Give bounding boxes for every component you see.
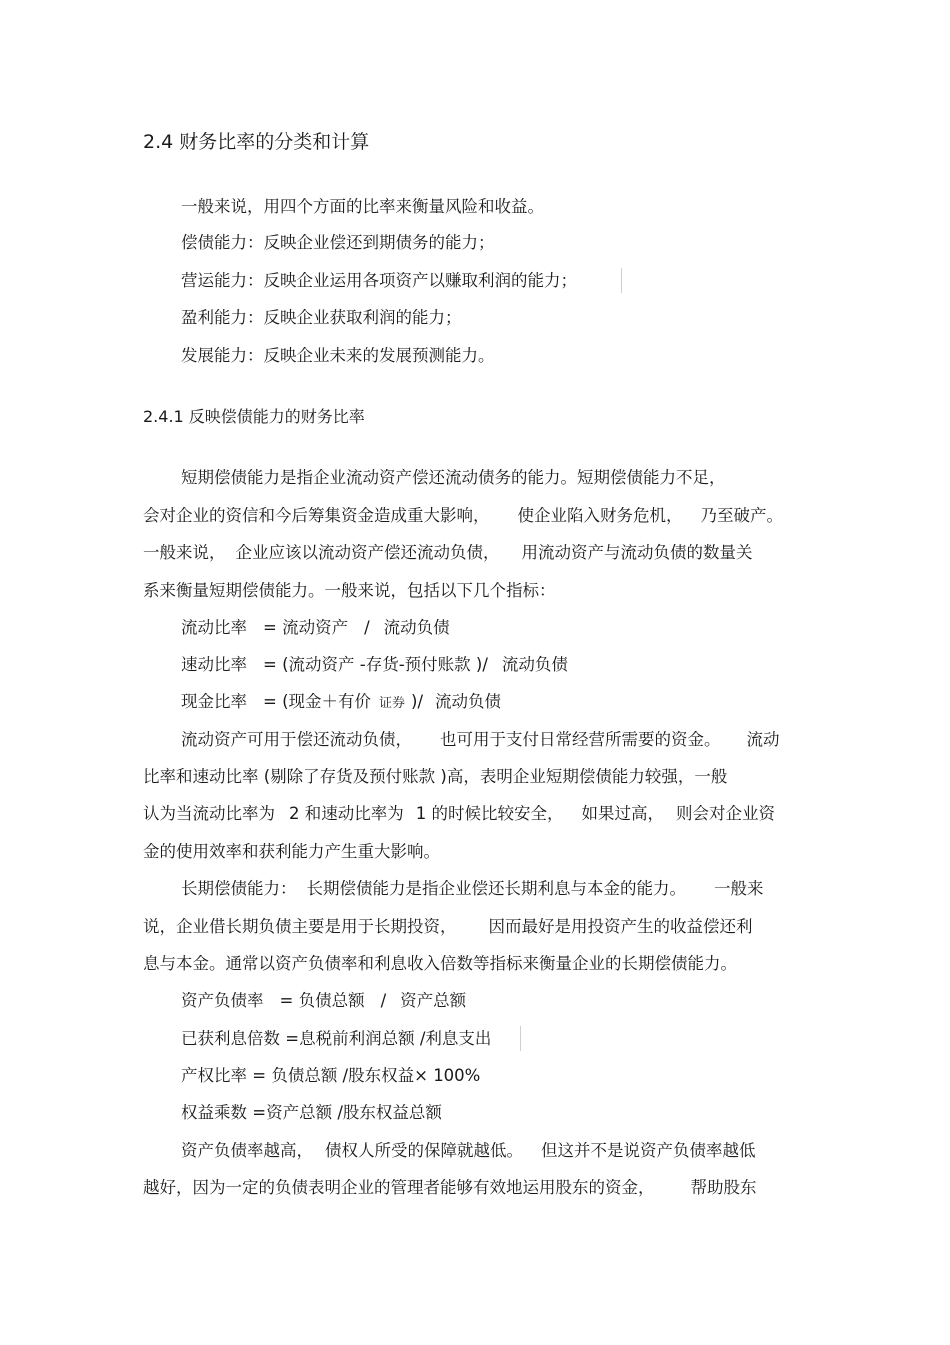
text-cursor-mark [621,268,622,293]
intro-item-development: 发展能力：反映企业未来的发展预测能力。 [181,346,495,365]
section-title: 2.4 财务比率的分类和计算 [143,131,370,153]
short-term-p1-line4: 系来衡量短期偿债能力。一般来说，包括以下几个指标： [143,581,556,600]
short-term-p1-line3: 一般来说， 企业应该以流动资产偿还流动负债， 用流动资产与流动负债的数量关 [143,543,753,562]
intro-item-operating: 营运能力：反映企业运用各项资产以赚取利润的能力； [181,271,577,290]
long-term-p2-line2: 越好，因为一定的负债表明企业的管理者能够有效地运用股东的资金， 帮助股东 [143,1178,757,1197]
formula-cash-ratio: 现金比率 = (现金＋有价 证券 )/ 流动负债 [181,692,502,711]
long-term-p1-line1: 长期偿债能力： 长期偿债能力是指企业偿还长期利息与本金的能力。 一般来 [181,879,764,898]
formula-interest-coverage: 已获利息倍数 =息税前利润总额 /利息支出 [181,1029,492,1048]
formula-equity-ratio: 产权比率 = 负债总额 /股东权益× 100% [181,1066,481,1085]
long-term-p1-line3: 息与本金。通常以资产负债率和利息收入倍数等指标来衡量企业的长期偿债能力。 [143,954,737,973]
short-term-p2-line3: 认为当流动比率为 2 和速动比率为 1 的时候比较安全， 如果过高， 则会对企业资 [143,804,775,823]
formula-equity-multiplier: 权益乘数 =资产总额 /股东权益总额 [181,1103,442,1122]
text-cursor-mark [520,1026,521,1051]
formula-current-ratio: 流动比率 = 流动资产 / 流动负债 [181,618,450,637]
intro-lead: 一般来说，用四个方面的比率来衡量风险和收益。 [181,197,544,216]
short-term-p1-line1: 短期偿债能力是指企业流动资产偿还流动债务的能力。短期偿债能力不足， [181,468,726,487]
subsection-title: 2.4.1 反映偿债能力的财务比率 [143,407,365,426]
short-term-p2-line2: 比率和速动比率 (剔除了存货及预付账款 )高，表明企业短期偿债能力较强，一般 [143,767,728,786]
short-term-p2-line1: 流动资产可用于偿还流动负债， 也可用于支付日常经营所需要的资金。 流动 [181,730,780,749]
formula-debt-ratio: 资产负债率 = 负债总额 / 资产总额 [181,991,467,1010]
intro-item-solvency: 偿债能力：反映企业偿还到期债务的能力； [181,233,495,252]
intro-item-profitability: 盈利能力：反映企业获取利润的能力； [181,308,462,327]
short-term-p2-line4: 金的使用效率和获利能力产生重大影响。 [143,842,440,861]
short-term-p1-line2: 会对企业的资信和今后筹集资金造成重大影响， 使企业陷入财务危机， 乃至破产。 [143,506,783,525]
long-term-p1-line2: 说，企业借长期负债主要是用于长期投资， 因而最好是用投资产生的收益偿还利 [143,917,753,936]
long-term-p2-line1: 资产负债率越高， 债权人所受的保障就越低。 但这并不是说资产负债率越低 [181,1141,756,1160]
formula-quick-ratio: 速动比率 = (流动资产 -存货-预付账款 )/ 流动负债 [181,655,568,674]
